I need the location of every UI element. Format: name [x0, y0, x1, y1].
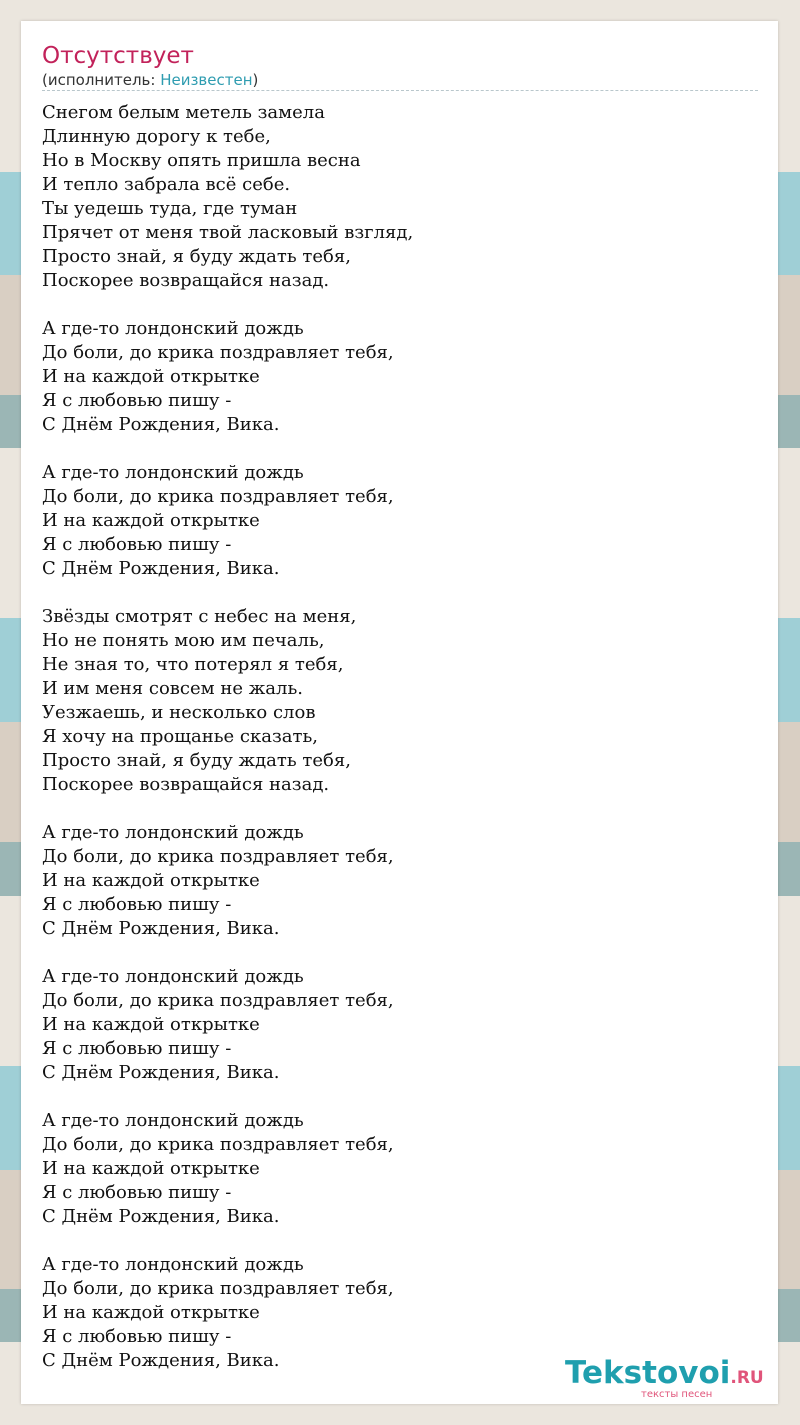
lyrics-line: С Днём Рождения, Вика. [42, 1350, 280, 1371]
lyrics-line: Не зная то, что потерял я тебя, [42, 654, 344, 675]
lyrics-line: Снегом белым метель замела [42, 102, 325, 123]
logo-tagline: тексты песен [641, 1389, 713, 1400]
lyrics-line: Уезжаешь, и несколько слов [42, 702, 316, 723]
lyrics-line: Звёзды смотрят с небес на меня, [42, 606, 357, 627]
lyrics-line: Поскорее возвращайся назад. [42, 270, 330, 291]
lyrics-line: Длинную дорогу к тебе, [42, 126, 271, 147]
lyrics-line: Просто знай, я буду ждать тебя, [42, 246, 351, 267]
lyrics-line: До боли, до крика поздравляет тебя, [42, 846, 394, 867]
lyrics-line: До боли, до крика поздравляет тебя, [42, 486, 394, 507]
header-divider [42, 90, 758, 91]
lyrics-line: И тепло забрала всё себе. [42, 174, 291, 195]
artist-link[interactable]: Неизвестен [160, 71, 253, 89]
artist-line [42, 70, 258, 90]
lyrics-line: С Днём Рождения, Вика. [42, 558, 280, 579]
lyrics-line: Поскорее возвращайся назад. [42, 774, 330, 795]
lyrics-line: Я хочу на прощанье сказать, [42, 726, 318, 747]
lyrics-line: И на каждой открытке [42, 1158, 260, 1179]
lyrics-line: Я с любовью пишу - [42, 1326, 232, 1347]
lyrics-line: И на каждой открытке [42, 1014, 260, 1035]
lyrics-line: До боли, до крика поздравляет тебя, [42, 1278, 394, 1299]
lyrics-line: Я с любовью пишу - [42, 1038, 232, 1059]
lyrics-line: До боли, до крика поздравляет тебя, [42, 1134, 394, 1155]
lyrics-card [21, 21, 778, 1404]
logo-tld: .RU [730, 1368, 764, 1388]
lyrics-stanza [42, 317, 758, 437]
artist-prefix: (исполнитель: [42, 71, 161, 89]
logo-main-text: Tekstovoi [565, 1355, 731, 1391]
lyrics-stanza [42, 965, 758, 1085]
lyrics-stanza [42, 821, 758, 941]
lyrics-line: А где-то лондонский дождь [42, 1254, 304, 1275]
lyrics-line: Я с любовью пишу - [42, 1182, 232, 1203]
artist-suffix: ) [252, 71, 259, 89]
lyrics-line: Я с любовью пишу - [42, 534, 232, 555]
lyrics-line: С Днём Рождения, Вика. [42, 1062, 280, 1083]
lyrics-stanza [42, 101, 758, 293]
song-title: Отсутствует [42, 43, 194, 69]
lyrics-line: Я с любовью пишу - [42, 390, 232, 411]
lyrics-line: А где-то лондонский дождь [42, 822, 304, 843]
lyrics-line: А где-то лондонский дождь [42, 318, 304, 339]
lyrics-text [42, 101, 758, 1397]
lyrics-stanza [42, 1109, 758, 1229]
lyrics-line: А где-то лондонский дождь [42, 1110, 304, 1131]
site-logo[interactable] [565, 1356, 770, 1400]
lyrics-line: Прячет от меня твой ласковый взгляд, [42, 222, 414, 243]
lyrics-line: С Днём Рождения, Вика. [42, 1206, 280, 1227]
lyrics-line: А где-то лондонский дождь [42, 462, 304, 483]
lyrics-line: И на каждой открытке [42, 510, 260, 531]
lyrics-line: И им меня совсем не жаль. [42, 678, 303, 699]
lyrics-stanza [42, 605, 758, 797]
lyrics-line: Ты уедешь туда, где туман [42, 198, 298, 219]
lyrics-line: С Днём Рождения, Вика. [42, 414, 280, 435]
lyrics-line: До боли, до крика поздравляет тебя, [42, 990, 394, 1011]
lyrics-line: Просто знай, я буду ждать тебя, [42, 750, 351, 771]
lyrics-line: И на каждой открытке [42, 366, 260, 387]
lyrics-line: С Днём Рождения, Вика. [42, 918, 280, 939]
lyrics-line: А где-то лондонский дождь [42, 966, 304, 987]
lyrics-line: До боли, до крика поздравляет тебя, [42, 342, 394, 363]
lyrics-line: И на каждой открытке [42, 870, 260, 891]
lyrics-stanza [42, 461, 758, 581]
lyrics-line: Но в Москву опять пришла весна [42, 150, 361, 171]
lyrics-line: И на каждой открытке [42, 1302, 260, 1323]
lyrics-line: Но не понять мою им печаль, [42, 630, 325, 651]
lyrics-line: Я с любовью пишу - [42, 894, 232, 915]
